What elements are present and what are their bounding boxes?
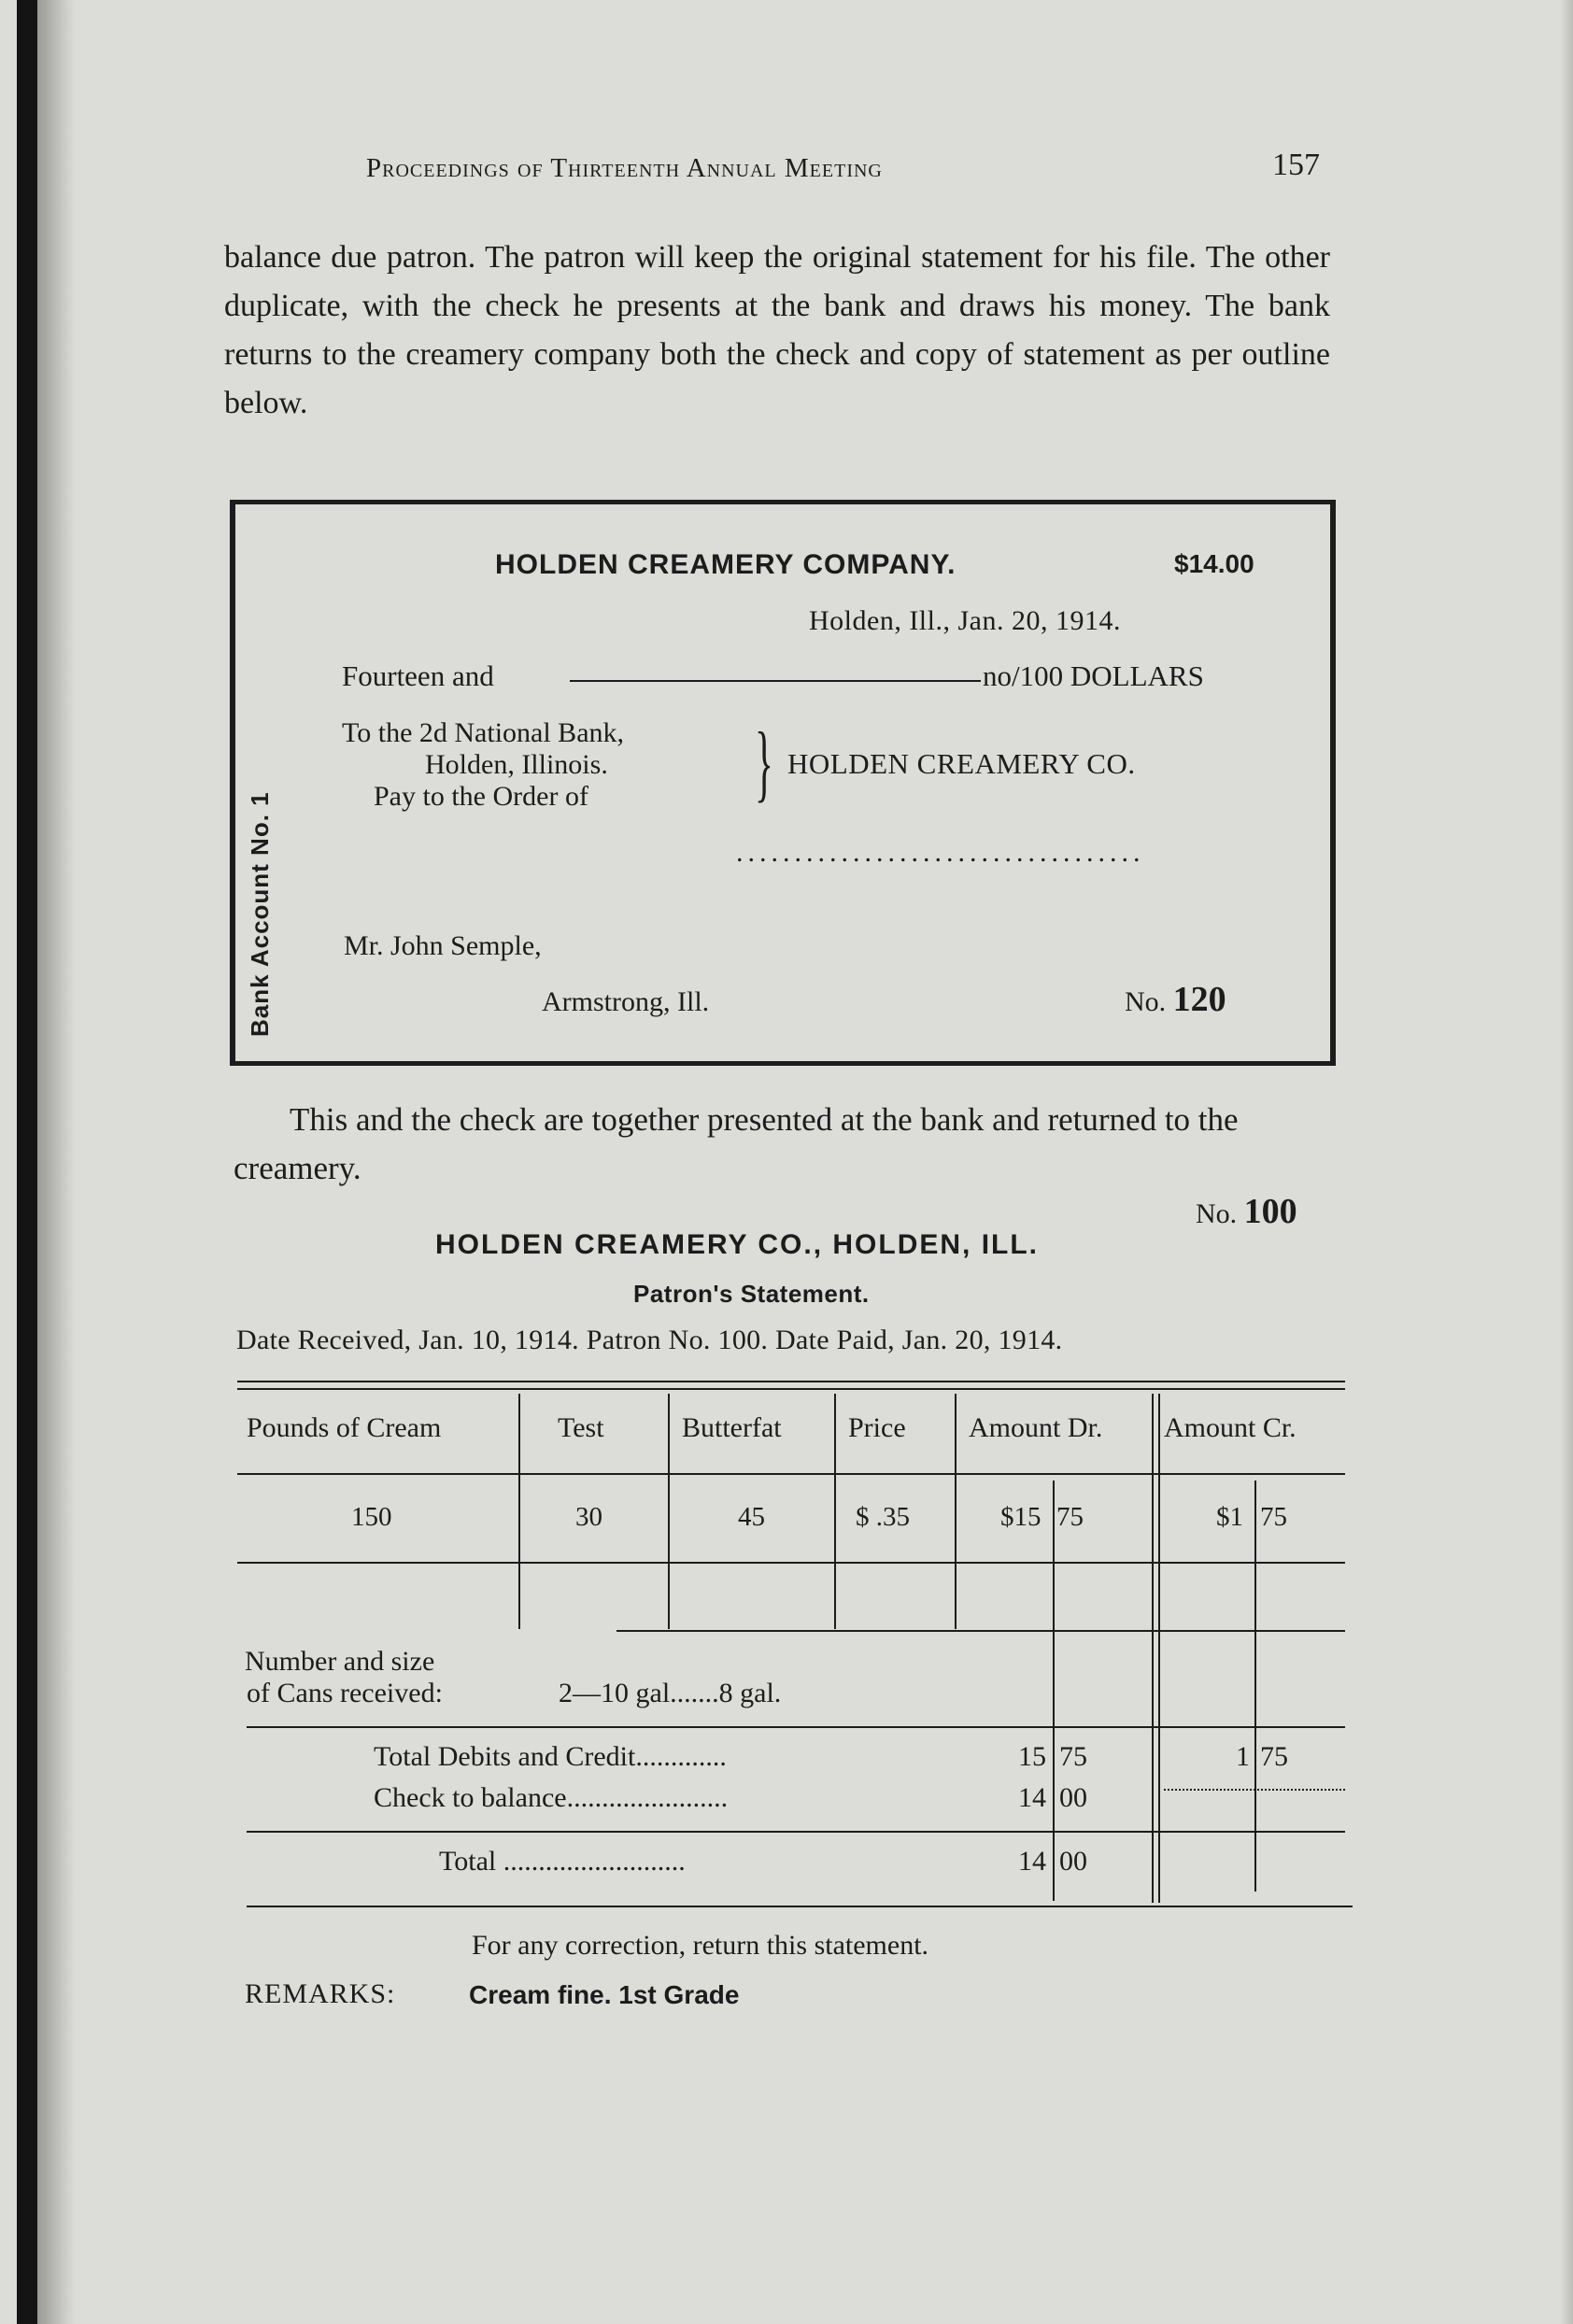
cell-dr-cents: 75	[1056, 1502, 1084, 1532]
total-cents: 00	[1059, 1846, 1087, 1877]
remarks-label: REMARKS:	[245, 1978, 396, 2009]
check-bank-name: To the 2d National Bank,	[342, 717, 625, 748]
statement-number	[1196, 1191, 1297, 1232]
cans-label-line-1: Number and size	[245, 1646, 435, 1677]
check-payer: HOLDEN CREAMERY CO.	[787, 747, 1136, 780]
col-header-butterfat: Butterfat	[682, 1412, 782, 1443]
cell-test: 30	[575, 1502, 602, 1532]
check-date: Holden, Ill., Jan. 20, 1914.	[809, 605, 1121, 636]
balance-cents: 00	[1059, 1782, 1087, 1813]
table-top-rule-2	[237, 1388, 1345, 1390]
table-top-rule	[237, 1381, 1345, 1382]
table-totals-rule	[247, 1726, 1345, 1728]
table-cans-rule	[616, 1630, 1345, 1632]
table-bottom-rule	[247, 1906, 1353, 1907]
statement-title: HOLDEN CREAMERY CO., HOLDEN, ILL.	[435, 1229, 1040, 1260]
totals-label: Total Debits and Credit.............	[374, 1741, 727, 1772]
col-header-price: Price	[848, 1412, 906, 1443]
check-payee-city: Armstrong, Ill.	[542, 986, 710, 1017]
col-divider-3	[834, 1394, 836, 1629]
table-header-rule	[237, 1473, 1345, 1475]
totals-cr-dollars: 1	[1236, 1741, 1250, 1772]
statement-number-label: No.	[1196, 1198, 1238, 1229]
cell-dr-dollars: $15	[1000, 1502, 1042, 1532]
cr-cents-divider	[1254, 1481, 1256, 1892]
page-edge	[1560, 0, 1573, 2324]
cans-value: 2—10 gal.......8 gal.	[559, 1678, 782, 1708]
check-signature-line: ...................................	[736, 837, 1145, 868]
col-divider-2	[668, 1394, 670, 1629]
check-number	[1125, 979, 1226, 1020]
dr-cents-divider	[1053, 1481, 1055, 1901]
brace-icon: }	[755, 715, 773, 810]
spine-shadow	[37, 0, 75, 2324]
middle-paragraph-text: This and the check are together presented at the bank and returned to the creamery.	[234, 1101, 1239, 1186]
total-dollars: 14	[1018, 1846, 1046, 1877]
check-amount-line	[570, 680, 981, 682]
check-amount-suffix: no/100 DOLLARS	[983, 659, 1204, 692]
totals-dr-dollars: 15	[1018, 1741, 1046, 1772]
statement-footer-note: For any correction, return this statement.	[472, 1930, 929, 1961]
check-pay-to-label: Pay to the Order of	[374, 781, 588, 812]
col-divider-4	[955, 1394, 957, 1629]
middle-paragraph	[234, 1096, 1339, 1193]
col-divider-1	[518, 1394, 520, 1629]
page-number: 157	[1272, 148, 1320, 182]
check-amount-words: Fourteen and	[342, 659, 494, 692]
col-divider-5b	[1158, 1394, 1160, 1903]
balance-label: Check to balance.......................	[374, 1782, 729, 1813]
cell-butterfat: 45	[738, 1502, 765, 1532]
intro-paragraph: balance due patron. The patron will keep the original statement for his file. The other duplicate, with the check he presents at the bank and draws his money. The bank returns to the creamery company both the check and copy of statement as per outline below.	[224, 240, 1330, 420]
col-header-amount-dr: Amount Dr.	[969, 1412, 1103, 1443]
totals-dr-cents: 75	[1059, 1741, 1087, 1772]
check-account-label: Bank Account No. 1	[246, 791, 274, 1037]
total-label: Total ..........................	[439, 1846, 686, 1877]
remarks-text: Cream fine. 1st Grade	[469, 1980, 740, 2009]
table-total-rule	[247, 1831, 1345, 1833]
totals-cr-cents: 75	[1260, 1741, 1288, 1772]
cans-label-line-2: of Cans received:	[247, 1678, 443, 1708]
statement-subtitle: Patron's Statement.	[633, 1280, 870, 1308]
statement-number-value: 100	[1243, 1192, 1297, 1231]
cell-price: $ .35	[856, 1502, 910, 1532]
check-amount: $14.00	[1174, 549, 1254, 578]
check-number-label: No.	[1125, 986, 1167, 1017]
cell-pounds: 150	[351, 1502, 392, 1532]
col-header-test: Test	[558, 1412, 604, 1443]
check-company-name: HOLDEN CREAMERY COMPANY.	[495, 549, 957, 580]
table-row-rule	[237, 1562, 1345, 1564]
cell-cr-cents: 75	[1260, 1502, 1287, 1532]
col-divider-5	[1152, 1394, 1154, 1903]
check-payee-name: Mr. John Semple,	[344, 930, 542, 961]
statement-dates: Date Received, Jan. 10, 1914. Patron No. 100. Date Paid, Jan. 20, 1914.	[236, 1325, 1063, 1355]
balance-dollars: 14	[1018, 1782, 1046, 1813]
check-bank-city: Holden, Illinois.	[425, 749, 608, 780]
col-header-amount-cr: Amount Cr.	[1164, 1412, 1297, 1443]
running-header: Proceedings of Thirteenth Annual Meeting	[366, 153, 883, 183]
cell-cr-dollars: $1	[1216, 1502, 1243, 1532]
col-header-pounds: Pounds of Cream	[247, 1412, 442, 1443]
book-spine	[17, 0, 37, 2324]
check-number-value: 120	[1172, 980, 1226, 1019]
